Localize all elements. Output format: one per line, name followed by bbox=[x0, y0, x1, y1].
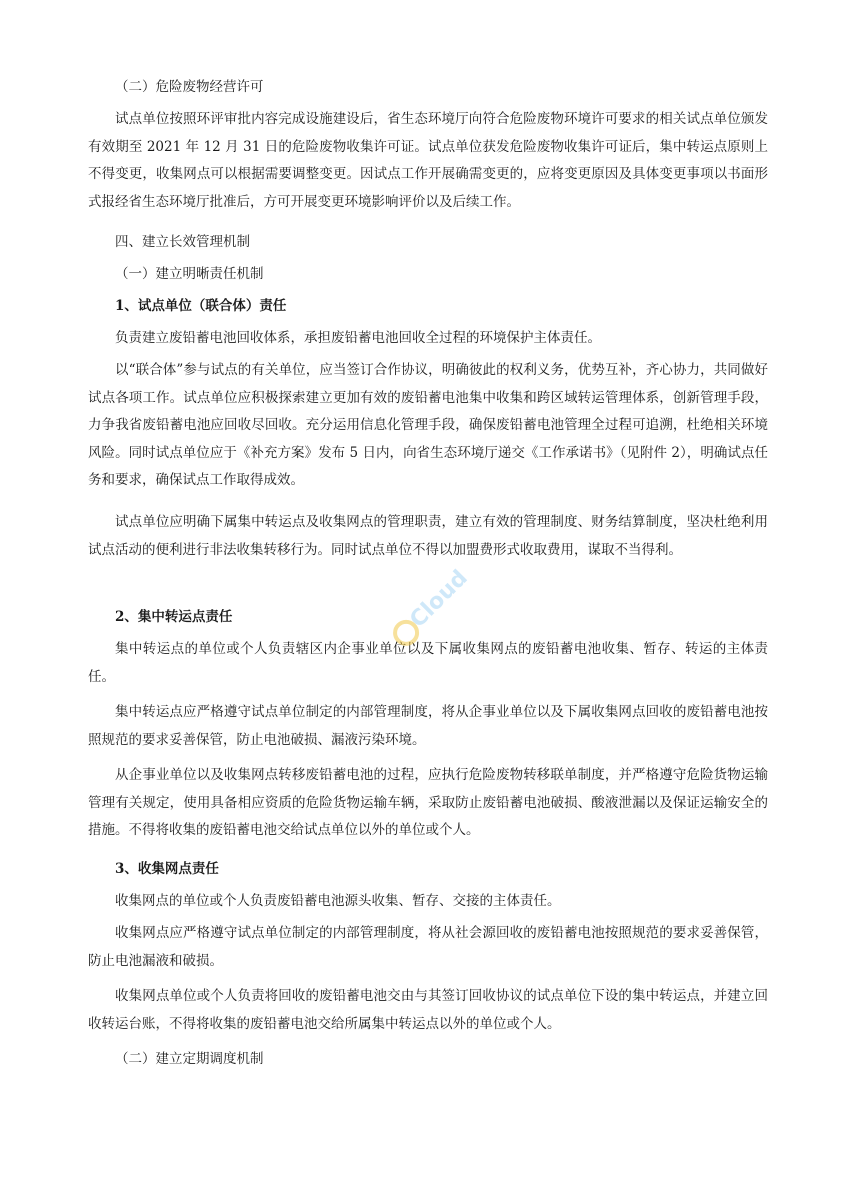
paragraph-transfer-duty: 集中转运点的单位或个人负责辖区内企事业单位以及下属收集网点的废铅蓄电池收集、暂存、转运的主体责任。 bbox=[88, 641, 768, 685]
paragraph-collection-handover: 收集网点单位或个人负责将回收的废铅蓄电池交由与其签订回收协议的试点单位下设的集中转运点，并建立回收转运台账，不得将收集的废铅蓄电池交给所属集中转运点以外的单位或个人。 bbox=[88, 988, 768, 1032]
section-heading-transfer-point: 2、集中转运点责任 bbox=[115, 609, 233, 625]
paragraph-pilot-unit-duty: 负责建立废铅蓄电池回收体系，承担废铅蓄电池回收全过程的环境保护主体责任。 bbox=[115, 330, 601, 346]
paragraph-transfer-storage: 集中转运点应严格遵守试点单位制定的内部管理制度，将从企事业单位以及下属收集网点回收的废铅蓄电池按照规范的要求妥善保管，防止电池破损、漏液污染环境。 bbox=[88, 704, 768, 748]
paragraph-license: 试点单位按照环评审批内容完成设施建设后，省生态环境厅向符合危险废物环境许可要求的相关试点单位颁发有效期至 2021 年 12 月 31 日的危险废物收集许可证。试点单位获发危险废物收集许可证后，集中转运点原则上不得变更，收集网点可以根据需要调整变更。因试点工作开展确需变更的，应将变更原因及具体变更事项以书面形式报经省生态环境厅批准后，方可开展变更环境影响评价以及后续工作。 bbox=[88, 111, 768, 210]
paragraph-transfer-transport: 从企事业单位以及收集网点转移废铅蓄电池的过程，应执行危险废物转移联单制度，并严格遵守危险货物运输管理有关规定，使用具备相应资质的危险货物运输车辆，采取防止废铅蓄电池破损、酸液泄漏以及保证运输安全的措施。不得将收集的废铅蓄电池交给试点单位以外的单位或个人。 bbox=[88, 767, 768, 839]
section-heading-collection-point: 3、收集网点责任 bbox=[115, 861, 219, 877]
watermark-logo bbox=[368, 556, 488, 646]
section-heading-responsibility: （一）建立明晰责任机制 bbox=[115, 266, 264, 282]
section-heading-mechanism: 四、建立长效管理机制 bbox=[115, 234, 250, 250]
section-heading-pilot-unit: 1、试点单位（联合体）责任 bbox=[115, 298, 287, 314]
paragraph-consortium: 以“联合体”参与试点的有关单位，应当签订合作协议，明确彼此的权利义务，优势互补，齐心协力，共同做好试点各项工作。试点单位应积极探索建立更加有效的废铅蓄电池集中收集和跨区域转运管理体系，创新管理手段，力争我省废铅蓄电池应回收尽回收。充分运用信息化管理手段，确保废铅蓄电池管理全过程可追溯，杜绝相关环境风险。同时试点单位应于《补充方案》发布 5 日内，向省生态环境厅递交《工作承诺书》（见附件 2），明确试点任务和要求，确保试点工作取得成效。 bbox=[88, 362, 768, 489]
paragraph-pilot-management: 试点单位应明确下属集中转运点及收集网点的管理职责，建立有效的管理制度、财务结算制度，坚决杜绝利用试点活动的便利进行非法收集转移行为。同时试点单位不得以加盟费形式收取费用，谋取不当得利。 bbox=[88, 514, 768, 558]
paragraph-collection-duty: 收集网点的单位或个人负责废铅蓄电池源头收集、暂存、交接的主体责任。 bbox=[115, 893, 561, 909]
watermark-text: Cloud bbox=[405, 565, 473, 633]
section-heading-scheduling: （二）建立定期调度机制 bbox=[115, 1051, 264, 1067]
section-heading-license: （二）危险废物经营许可 bbox=[115, 79, 264, 95]
paragraph-collection-storage: 收集网点应严格遵守试点单位制定的内部管理制度，将从社会源回收的废铅蓄电池按照规范的要求妥善保管，防止电池漏液和破损。 bbox=[88, 925, 768, 969]
